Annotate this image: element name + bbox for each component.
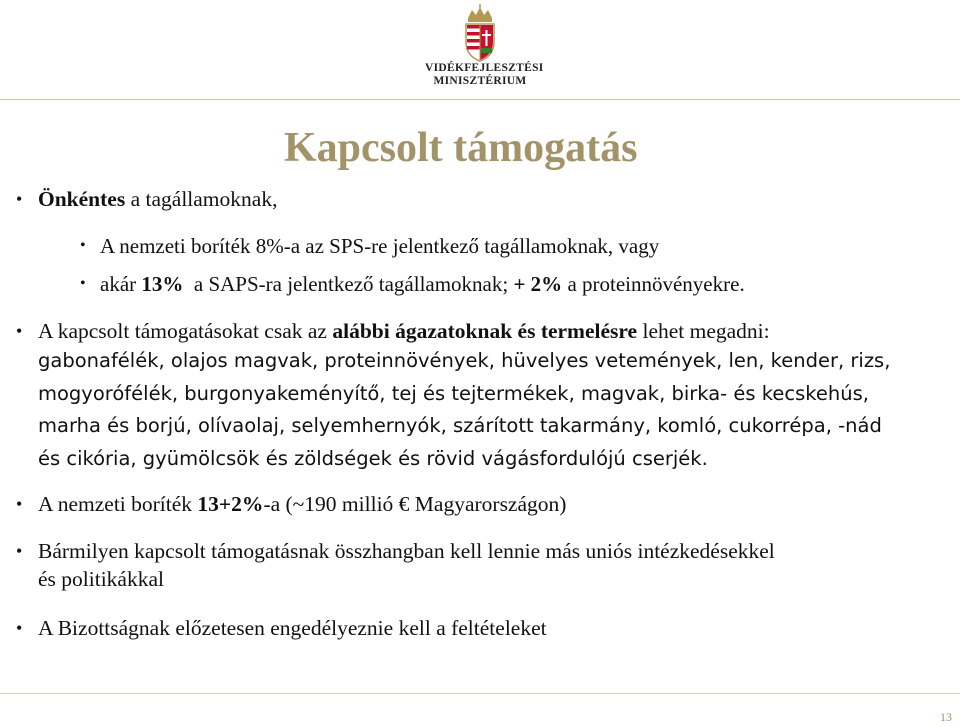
sub2-p1: akár (100, 272, 142, 296)
bullet-dot: • (16, 494, 23, 514)
sub2-p3: a proteinnövényekre. (562, 272, 745, 296)
slide-title: Kapcsolt támogatás (284, 125, 638, 171)
sub-bullet-text: A nemzeti boríték 8%-a az SPS-re jelentkező tagállamoknak, vagy (100, 234, 660, 258)
ministry-name-line1: VIDÉKFEJLESZTÉSI (425, 62, 544, 74)
bullet-text: A Bizottságnak előzetesen engedélyeznie kell a feltételeket (38, 616, 547, 640)
bullet1-rest: a tagállamoknak, (125, 187, 278, 211)
bullet4-line2: és politikákkal (38, 567, 164, 591)
sub2-bold-plus2: + 2% (513, 272, 563, 296)
ministry-name-line2: MINISZTÉRIUM (433, 75, 527, 87)
header-divider (0, 99, 960, 100)
bullet-text (38, 317, 943, 475)
bullet-text (38, 537, 943, 593)
bullet2-bold-sectors: alábbi ágazatoknak és termelésre (332, 319, 638, 343)
sector-list-line: és cikória, gyümölcsök és zöldségek és rövid vágásfordulójú cserjék. (38, 446, 708, 470)
bullet4-line1: Bármilyen kapcsolt támogatásnak összhangban kell lennie más uniós intézkedésekkel (38, 539, 775, 563)
bullet3-p1: A nemzeti boríték (38, 492, 198, 516)
hungarian-coat-of-arms-icon (460, 4, 500, 62)
bullet-text (38, 490, 943, 518)
bullet-dot: • (16, 618, 23, 638)
bullet3-p2: -a (~190 millió € Magyarországon) (263, 492, 567, 516)
page-number: 13 (940, 710, 952, 724)
sector-list-line: gabonafélék, olajos magvak, proteinnövények, hüvelyes vetemények, len, kender, rizs, (38, 349, 891, 372)
sector-list-line: mogyorófélék, burgonyakeményítő, tej és tejtermékek, magvak, birka- és kecskehús, (38, 381, 869, 405)
bullet2-p2: lehet megadni: (637, 319, 770, 343)
ministry-logo (425, 4, 544, 96)
bold-voluntary: Önkéntes (38, 187, 126, 211)
bullet-dot: • (16, 189, 23, 209)
sub2-p2: a SAPS-ra jelentkező tagállamoknak; (183, 272, 514, 296)
bullet2-p1: A kapcsolt támogatásokat csak az (38, 319, 333, 343)
bullet-dot: • (16, 541, 23, 561)
sub2-bold-13: 13% (141, 272, 184, 296)
sub-bullet-dot: • (80, 237, 86, 254)
footer-divider (0, 693, 960, 694)
bullet-text (38, 185, 943, 213)
sub-bullet-dot: • (80, 275, 86, 292)
bullet3-bold: 13+2% (197, 492, 264, 516)
sector-list-line: marha és borjú, olívaolaj, selyemhernyók, szárított takarmány, komló, cukorrépa, -nád (38, 414, 882, 437)
sub-bullet-text (100, 270, 940, 298)
bullet-dot: • (16, 321, 23, 341)
